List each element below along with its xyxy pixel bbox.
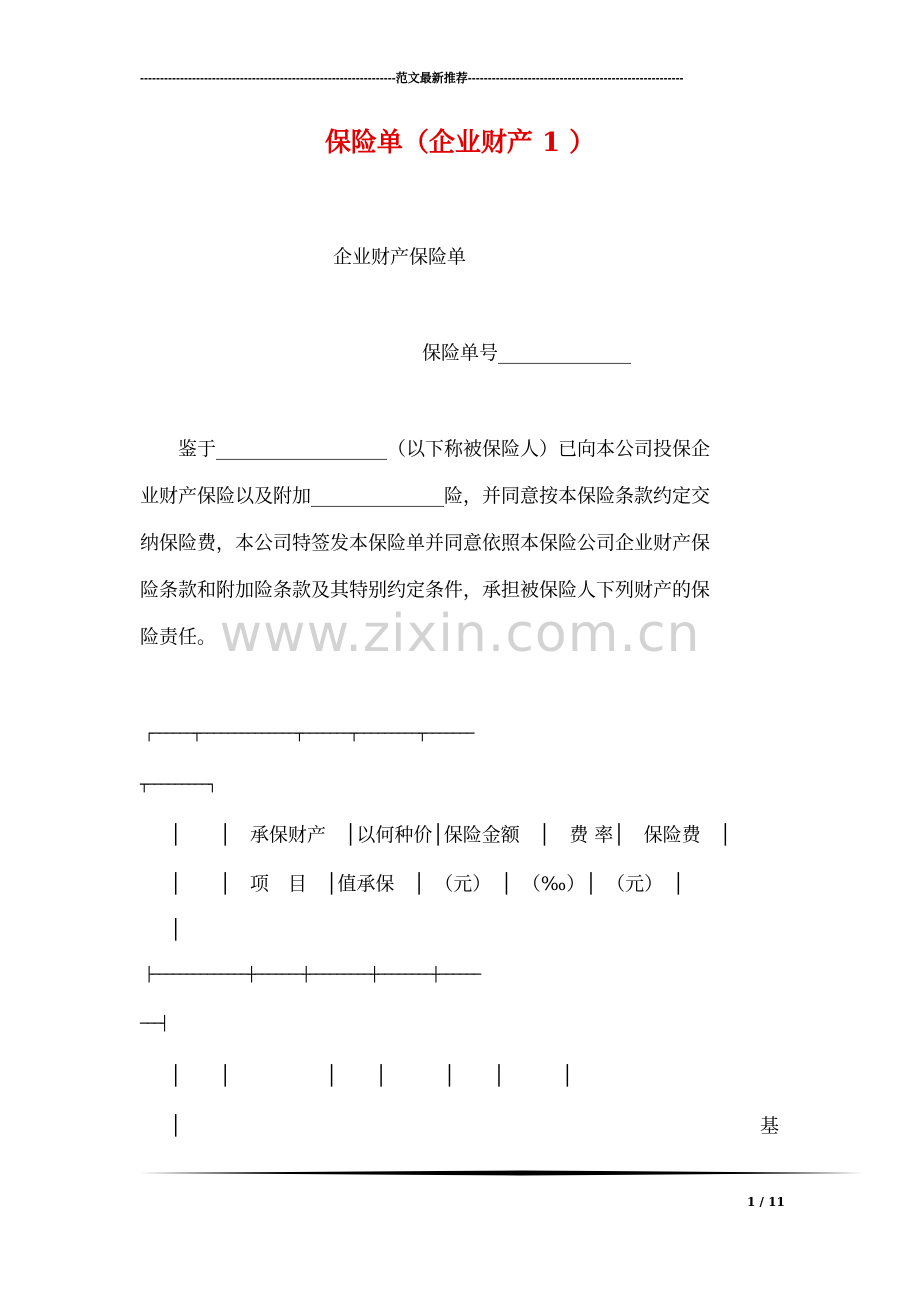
body-line: 业财产保险以及附加______________险，并同意按本保险条款约定交 — [140, 485, 711, 507]
page-number: 1 / 11 — [747, 1195, 785, 1209]
policy-number-field: 保险单号______________ — [422, 342, 632, 364]
header-label: 范文最新推荐 — [395, 71, 468, 85]
table-top-border-wrap: ┬─────────┐ — [140, 777, 216, 793]
table-row: │ │ │ │ │ │ │ — [170, 1065, 574, 1087]
body-line: 鉴于__________________（以下称被保险人）已向本公司投保企 — [140, 438, 711, 460]
table-header-row: │ │ 项 目 │值承保 │ （元） │ （‰）│ （元） │ — [170, 873, 685, 895]
table-row-cell-text: 基 — [760, 1115, 780, 1137]
watermark: www.zixin.com.cn — [219, 604, 701, 664]
body-line: 险责任。 — [140, 626, 217, 648]
table-mid-border-wrap: ───┤ — [140, 1016, 168, 1032]
header-left-dashes: ---------------------------------------------------------------- — [140, 71, 396, 85]
page-header — [140, 69, 684, 86]
body-line: 纳保险费，本公司特签发本保险单并同意依照本保险公司企业财产保 — [140, 532, 711, 554]
table-top-border: ┌──────┬──────────────┬───────┬─────────┬─────── — [145, 726, 473, 742]
table-row-left-border: │ — [170, 1115, 182, 1137]
footer-rule — [140, 1170, 863, 1176]
table-header-row: │ — [170, 919, 182, 941]
document-title: 保险单（企业财产 1 ） — [324, 128, 596, 158]
header-right-dashes: ------------------------------------------------------ — [467, 71, 684, 85]
form-subtitle: 企业财产保险单 — [333, 246, 467, 268]
body-line: 险条款和附加险条款及其特别约定条件，承担被保险人下列财产的保 — [140, 579, 711, 601]
table-header-row: │ │ 承保财产 │以何种价│保险金额 │ 费 率│ 保险费 │ — [170, 824, 732, 846]
table-mid-border: ├──────────────┼───────┼─────────┼────────┼────── — [145, 967, 480, 983]
